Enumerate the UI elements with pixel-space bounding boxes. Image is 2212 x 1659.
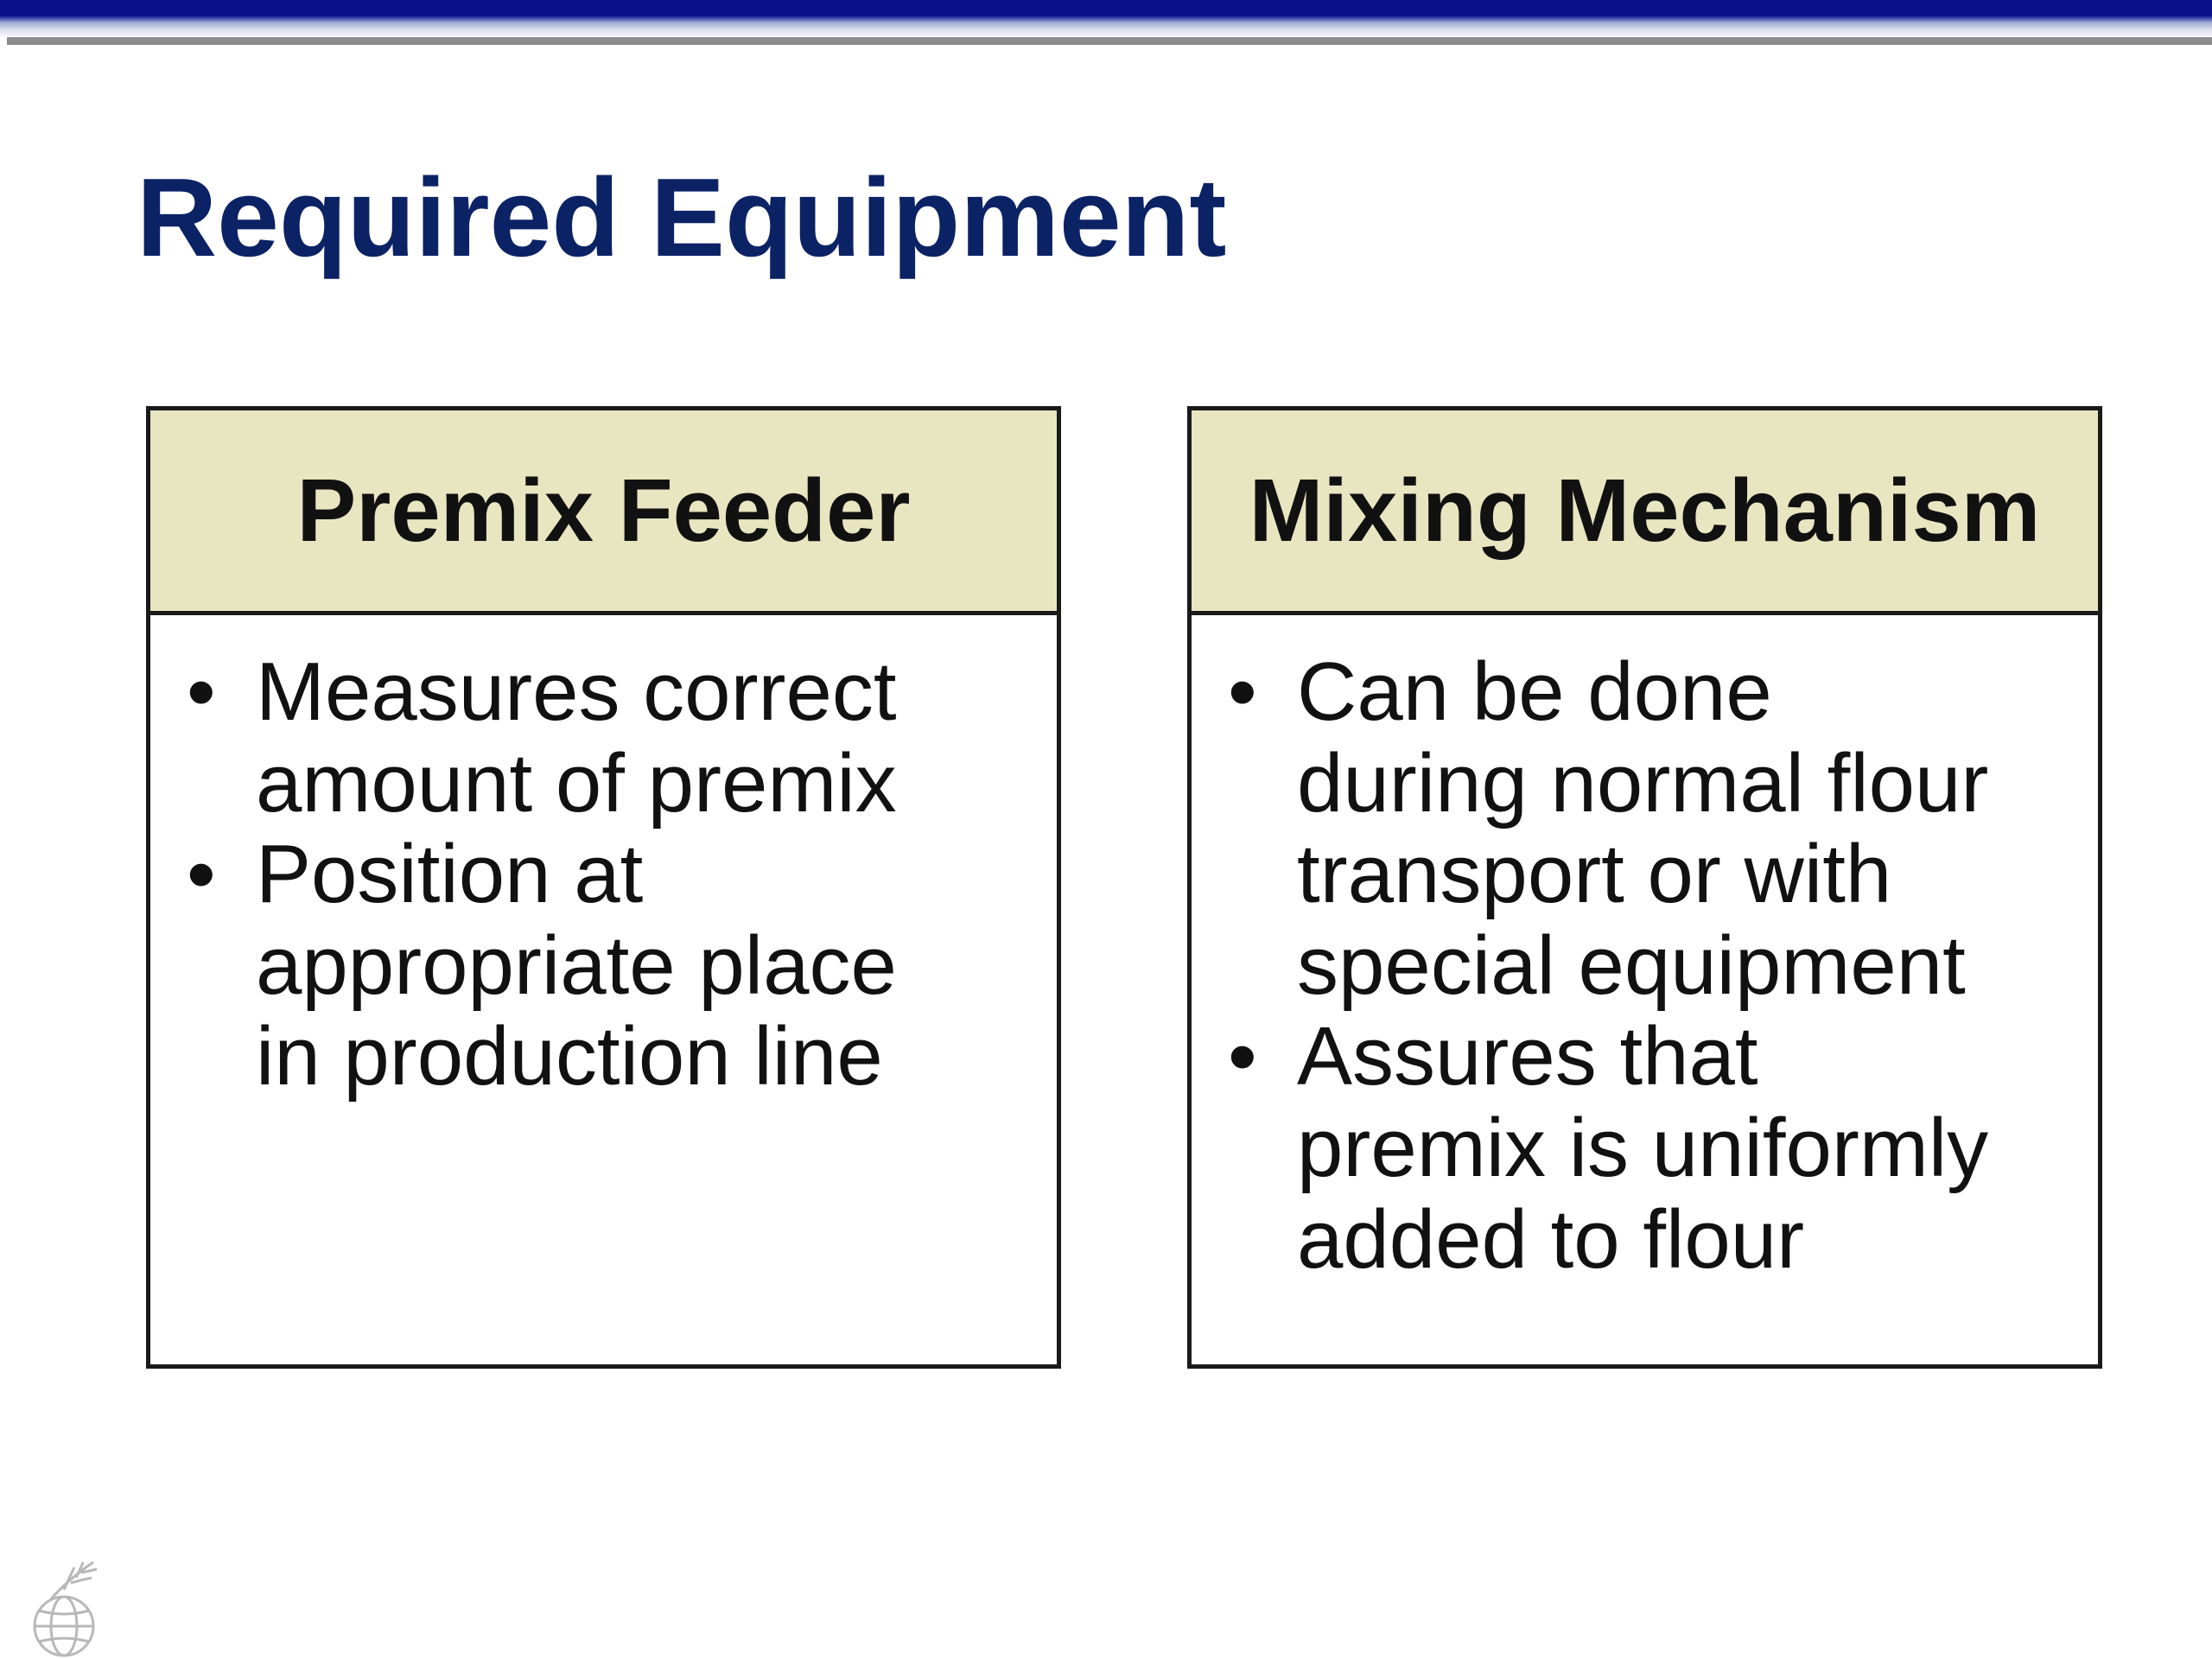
bullet-text: Position at appropriate place in production line (256, 828, 897, 1103)
slide-title: Required Equipment (137, 156, 1227, 280)
list-item (1228, 646, 2081, 1011)
mixing-mechanism-panel (1187, 406, 2102, 1369)
bullet-list (1192, 615, 2098, 1285)
bullet-text: Assures that premix is uniformly added to flour (1297, 1010, 1989, 1286)
panel-heading: Premix Feeder (296, 461, 911, 560)
globe-wheat-icon (21, 1555, 107, 1659)
list-item (1228, 1011, 2081, 1285)
premix-feeder-panel (146, 406, 1061, 1369)
list-item (187, 646, 1039, 829)
panel-header (150, 410, 1057, 615)
panel-heading: Mixing Mechanism (1249, 461, 2041, 560)
bullet-marker: • (1228, 1010, 1257, 1103)
header-divider (7, 37, 2212, 45)
bullet-list (150, 615, 1057, 1103)
bullet-marker: • (187, 645, 216, 738)
list-item (187, 829, 1039, 1103)
bullet-text: Can be done during normal flour transport or with special equipment (1297, 645, 1989, 1012)
bullet-marker: • (1228, 645, 1257, 738)
panel-header (1192, 410, 2098, 615)
bullet-marker: • (187, 828, 216, 921)
bullet-text: Measures correct amount of premix (256, 645, 897, 830)
